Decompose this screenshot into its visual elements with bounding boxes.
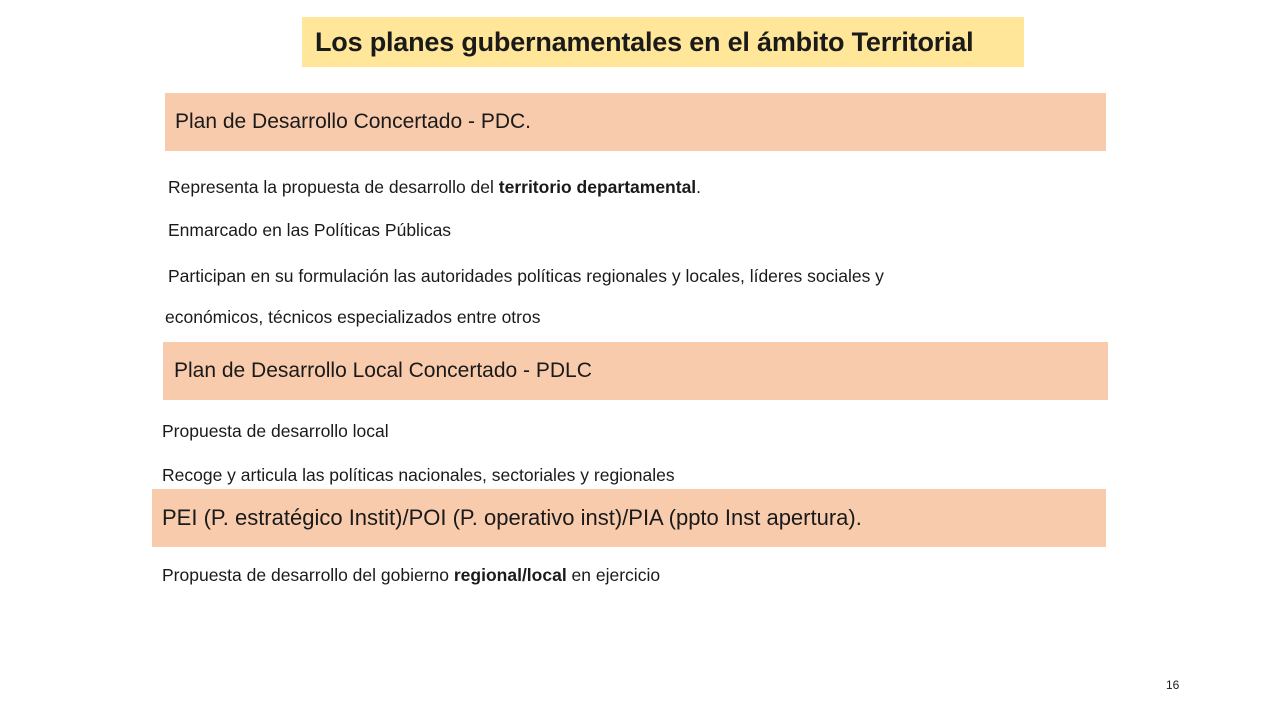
pei-line-1-text: Propuesta de desarrollo del gobierno — [162, 565, 454, 585]
section-heading-label: Plan de Desarrollo Concertado - PDC. — [175, 110, 531, 133]
slide-title: Los planes gubernamentales en el ámbito Territorial — [315, 26, 974, 57]
pdc-line-1-text: Representa la propuesta de desarrollo del — [168, 177, 499, 197]
section-heading-pei — [152, 489, 1106, 547]
pdc-line-3: Participan en su formulación las autoridades políticas regionales y locales, líderes sociales y — [168, 266, 884, 286]
slide-title-box — [302, 17, 1024, 67]
pdc-line-2: Enmarcado en las Políticas Públicas — [168, 220, 452, 240]
pdlc-line-2: Recoge y articula las políticas nacionales, sectoriales y regionales — [162, 465, 675, 485]
pdc-line-1-end: . — [696, 177, 702, 197]
section-heading-label: Plan de Desarrollo Local Concertado - PDLC — [174, 359, 592, 382]
pei-line-1-bold: regional/local — [453, 565, 567, 585]
section-heading-label: PEI (P. estratégico Instit)/POI (P. operativo inst)/PIA (ppto Inst apertura). — [162, 505, 862, 530]
pdc-line-4: económicos, técnicos especializados entre otros — [165, 307, 541, 327]
pdc-line-1-bold: territorio departamental — [498, 177, 697, 197]
pei-line-1 — [162, 564, 660, 586]
pei-line-1-end: en ejercicio — [566, 565, 661, 585]
section-heading-pdlc — [163, 342, 1108, 400]
page-number: 16 — [1166, 678, 1180, 692]
pdlc-line-1: Propuesta de desarrollo local — [162, 421, 389, 441]
section-heading-pdc — [165, 93, 1106, 151]
pdc-line-1 — [168, 176, 701, 198]
